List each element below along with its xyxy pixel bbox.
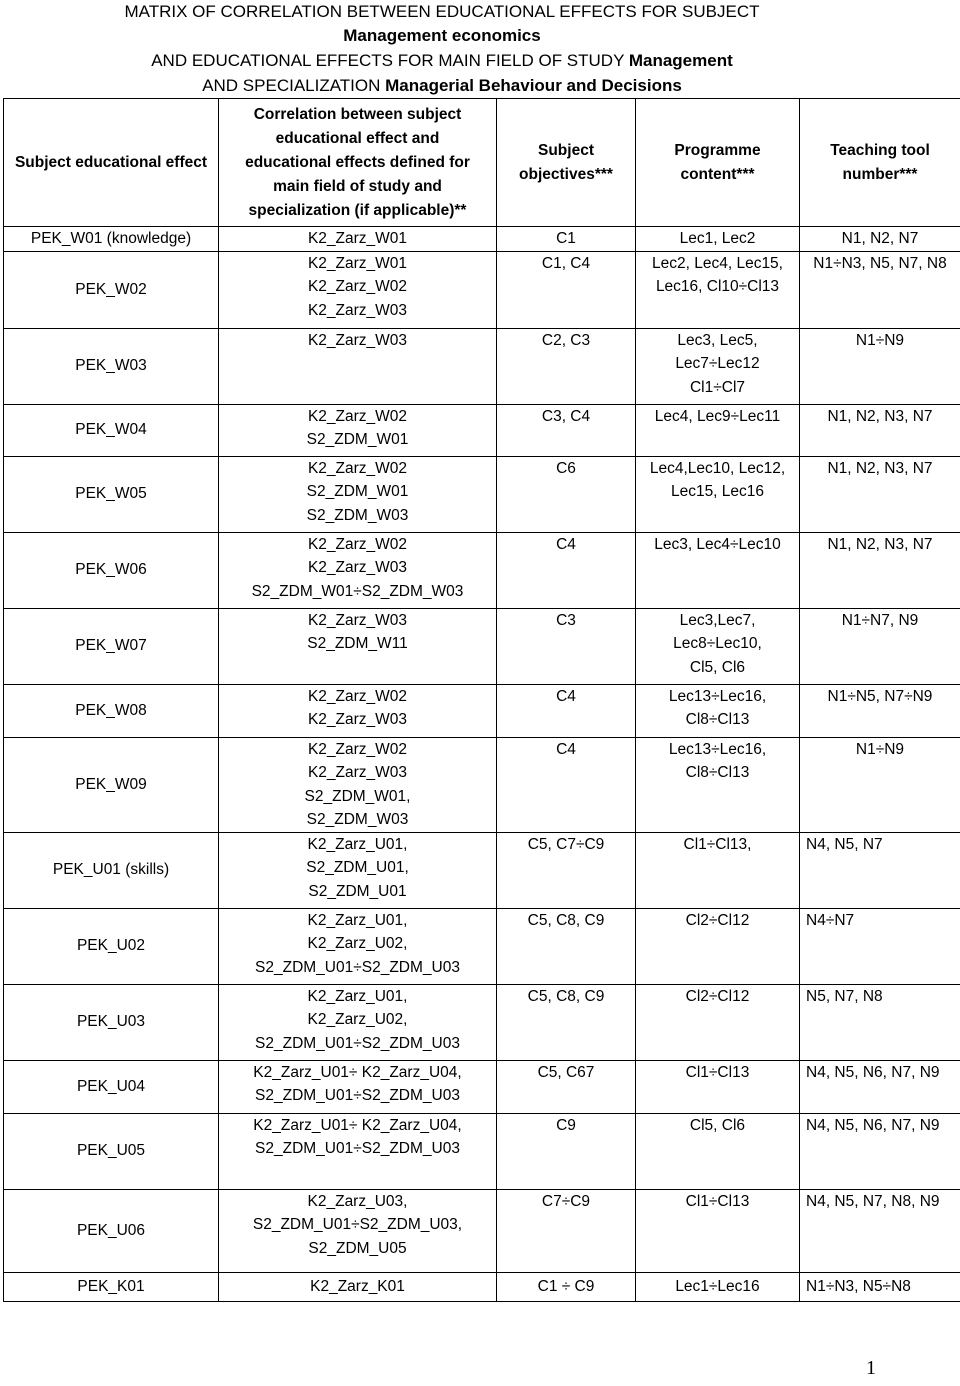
cell-programme-content-line: Cl8÷Cl13 — [685, 711, 750, 728]
cell-objectives — [497, 1060, 636, 1113]
cell-correlation-line: S2_ZDM_U01÷S2_ZDM_U03, — [252, 1216, 463, 1233]
cell-programme-content-line: Lec7÷Lec12 — [675, 355, 760, 372]
title-line-1: MATRIX OF CORRELATION BETWEEN EDUCATIONAL EFFECTS FOR SUBJECT — [124, 2, 760, 21]
cell-programme-content — [636, 684, 800, 737]
cell-programme-content-line: Lec13÷Lec16, — [668, 740, 767, 758]
cell-objectives — [497, 1113, 636, 1189]
cell-objectives-line: C3, C4 — [541, 407, 591, 425]
cell-programme-content-line: Cl8÷Cl13 — [685, 764, 750, 781]
cell-programme-content-line: Cl1÷Cl13, — [683, 835, 752, 853]
cell-programme-content — [636, 328, 800, 404]
cell-teaching-tool-line: N5, N7, N8 — [806, 987, 883, 1005]
table-row — [4, 456, 960, 532]
effect-code: PEK_W06 — [75, 561, 147, 579]
cell-correlation-line: K2_Zarz_U01÷ K2_Zarz_U04, — [253, 1063, 462, 1081]
title-line-3: AND EDUCATIONAL EFFECTS FOR MAIN FIELD OF STUDY Management — [151, 51, 733, 70]
cell-objectives — [497, 1189, 636, 1272]
cell-objectives-line: C9 — [556, 1116, 576, 1134]
table-row — [4, 608, 960, 684]
cell-correlation-line: K2_Zarz_W02 — [307, 278, 408, 295]
cell-objectives-line: C3 — [556, 611, 576, 629]
cell-objectives-line: C2, C3 — [541, 331, 591, 349]
cell-correlation — [219, 251, 497, 328]
cell-correlation-line: K2_Zarz_W03 — [307, 301, 408, 319]
table-row — [4, 737, 960, 832]
cell-objectives — [497, 227, 636, 252]
effect-code: PEK_U04 — [76, 1077, 146, 1095]
cell-programme-content-line: Lec1, Lec2 — [679, 230, 756, 247]
cell-teaching-tool-line: N1÷N3, N5÷N8 — [806, 1277, 911, 1295]
cell-correlation-line: K2_Zarz_K01 — [310, 1277, 405, 1295]
cell-programme-content-line: Cl1÷Cl13 — [685, 1063, 750, 1081]
cell-objectives — [497, 251, 636, 328]
cell-correlation-line: S2_ZDM_U01 — [308, 882, 407, 900]
cell-subject-effect — [4, 1189, 219, 1272]
cell-correlation-line: K2_Zarz_W02 — [307, 407, 408, 425]
cell-programme-content-line: Cl2÷Cl12 — [685, 987, 750, 1005]
cell-correlation-line: K2_Zarz_W01 — [307, 230, 408, 247]
cell-objectives-line: C4 — [556, 535, 576, 553]
cell-teaching-tool-line: N4, N5, N7 — [806, 835, 883, 853]
table-row — [4, 328, 960, 404]
cell-subject-effect — [4, 1272, 219, 1301]
cell-objectives — [497, 1272, 636, 1301]
header-teaching-tool: Teaching tool number*** — [800, 99, 960, 227]
cell-correlation — [219, 404, 497, 456]
cell-subject-effect — [4, 456, 219, 532]
cell-correlation — [219, 608, 497, 684]
cell-teaching-tool — [800, 251, 960, 328]
cell-subject-effect — [4, 984, 219, 1060]
cell-correlation-line: K2_Zarz_U03, — [307, 1192, 408, 1210]
cell-teaching-tool-line: N1, N2, N3, N7 — [827, 535, 933, 553]
cell-correlation — [219, 227, 497, 252]
cell-programme-content-line: Lec16, Cl10÷Cl13 — [655, 278, 780, 295]
cell-teaching-tool — [800, 1060, 960, 1113]
cell-programme-content — [636, 404, 800, 456]
cell-teaching-tool — [800, 1113, 960, 1189]
cell-programme-content — [636, 1189, 800, 1272]
cell-correlation — [219, 1272, 497, 1301]
cell-teaching-tool-line: N4÷N7 — [806, 911, 855, 929]
cell-correlation-line: K2_Zarz_W03 — [307, 559, 408, 576]
cell-correlation-line: S2_ZDM_W01 — [306, 483, 409, 500]
cell-subject-effect — [4, 608, 219, 684]
table-row — [4, 532, 960, 608]
cell-programme-content — [636, 1113, 800, 1189]
cell-correlation — [219, 328, 497, 404]
effect-code: PEK_W07 — [75, 637, 147, 655]
effect-code: PEK_K01 — [77, 1277, 145, 1295]
cell-teaching-tool — [800, 608, 960, 684]
cell-objectives-line: C6 — [556, 459, 576, 477]
cell-teaching-tool — [800, 1272, 960, 1301]
cell-teaching-tool — [800, 908, 960, 984]
cell-teaching-tool — [800, 328, 960, 404]
table-row — [4, 1113, 960, 1189]
cell-objectives — [497, 532, 636, 608]
header-programme-content: Programme content*** — [636, 99, 800, 227]
cell-correlation — [219, 832, 497, 908]
effect-code: PEK_W03 — [75, 357, 147, 375]
cell-correlation — [219, 1113, 497, 1189]
cell-subject-effect — [4, 251, 219, 328]
matrix-body — [4, 227, 960, 1302]
cell-teaching-tool — [800, 456, 960, 532]
cell-teaching-tool-line: N1, N2, N7 — [841, 230, 919, 247]
cell-subject-effect — [4, 328, 219, 404]
correlation-matrix-table — [3, 98, 960, 1302]
cell-objectives — [497, 984, 636, 1060]
title-line-4: AND SPECIALIZATION Managerial Behaviour and Decisions — [202, 76, 682, 95]
cell-correlation — [219, 1060, 497, 1113]
cell-programme-content-line: Lec3, Lec5, — [677, 331, 758, 349]
cell-teaching-tool-line: N1÷N7, N9 — [841, 611, 919, 629]
cell-correlation-line: S2_ZDM_U01÷S2_ZDM_U03 — [255, 1034, 460, 1052]
cell-subject-effect — [4, 684, 219, 737]
cell-teaching-tool — [800, 684, 960, 737]
effect-code: PEK_U02 — [76, 937, 146, 955]
cell-teaching-tool-line: N1÷N3, N5, N7, N8 — [813, 254, 947, 272]
effect-code: PEK_W08 — [75, 701, 147, 719]
cell-objectives — [497, 737, 636, 832]
cell-correlation — [219, 737, 497, 832]
table-row — [4, 908, 960, 984]
effect-code: PEK_W01 (knowledge) — [30, 230, 192, 247]
effect-code: PEK_W05 — [75, 485, 147, 503]
cell-programme-content — [636, 532, 800, 608]
cell-objectives — [497, 608, 636, 684]
cell-subject-effect — [4, 1113, 219, 1189]
cell-correlation-line: K2_Zarz_U01, — [307, 835, 408, 853]
cell-objectives — [497, 684, 636, 737]
cell-subject-effect — [4, 832, 219, 908]
cell-subject-effect — [4, 1060, 219, 1113]
cell-teaching-tool — [800, 1189, 960, 1272]
cell-programme-content-line: Lec15, Lec16 — [670, 483, 765, 500]
header-subject-effect: Subject educational effect — [4, 99, 219, 227]
cell-teaching-tool-line: N1÷N9 — [855, 331, 905, 349]
cell-correlation-line: S2_ZDM_W03 — [306, 811, 409, 828]
table-row — [4, 1189, 960, 1272]
page-number: 1 — [866, 1357, 876, 1379]
cell-correlation — [219, 1189, 497, 1272]
title-subject-name: Management economics — [343, 26, 541, 45]
cell-teaching-tool-line: N1, N2, N3, N7 — [827, 459, 933, 477]
cell-correlation-line: S2_ZDM_U01÷S2_ZDM_U03 — [255, 958, 460, 976]
cell-correlation-line: K2_Zarz_W03 — [307, 331, 408, 349]
cell-subject-effect — [4, 908, 219, 984]
cell-correlation — [219, 456, 497, 532]
cell-correlation — [219, 908, 497, 984]
cell-correlation-line: S2_ZDM_W11 — [307, 635, 408, 652]
cell-programme-content-line: Cl1÷Cl13 — [685, 1192, 750, 1210]
cell-teaching-tool-line: N4, N5, N6, N7, N9 — [806, 1116, 940, 1134]
cell-programme-content-line: Lec13÷Lec16, — [668, 687, 767, 705]
cell-programme-content-line: Lec3, Lec4÷Lec10 — [654, 535, 781, 553]
cell-programme-content — [636, 908, 800, 984]
effect-code: PEK_W09 — [75, 775, 147, 793]
cell-correlation-line: K2_Zarz_W02 — [307, 535, 408, 553]
header-correlation: Correlation between subject educational effect and educational effects defined for main field of study and specialization (if applicable)** — [219, 99, 497, 227]
effect-code: PEK_W02 — [75, 280, 147, 298]
effect-code: PEK_U03 — [76, 1013, 146, 1031]
cell-teaching-tool — [800, 737, 960, 832]
cell-teaching-tool — [800, 227, 960, 252]
cell-objectives-line: C5, C7÷C9 — [527, 835, 605, 853]
cell-programme-content — [636, 832, 800, 908]
table-row — [4, 227, 960, 252]
cell-correlation-line: S2_ZDM_U01÷S2_ZDM_U03 — [255, 1087, 460, 1104]
cell-objectives-line: C5, C8, C9 — [527, 987, 605, 1005]
cell-programme-content-line: Cl5, Cl6 — [689, 658, 746, 676]
cell-programme-content-line: Cl2÷Cl12 — [685, 911, 750, 929]
cell-correlation — [219, 984, 497, 1060]
cell-objectives — [497, 404, 636, 456]
cell-teaching-tool — [800, 532, 960, 608]
cell-subject-effect — [4, 404, 219, 456]
cell-objectives — [497, 328, 636, 404]
cell-subject-effect — [4, 227, 219, 252]
cell-correlation-line: K2_Zarz_U01, — [307, 911, 408, 929]
table-row — [4, 684, 960, 737]
table-row — [4, 404, 960, 456]
cell-correlation-line: K2_Zarz_U02, — [307, 935, 408, 952]
cell-correlation-line: S2_ZDM_U05 — [308, 1239, 407, 1257]
cell-programme-content — [636, 608, 800, 684]
table-row — [4, 832, 960, 908]
cell-teaching-tool-line: N1, N2, N3, N7 — [827, 407, 933, 425]
cell-programme-content-line: Cl5, Cl6 — [689, 1116, 746, 1134]
cell-teaching-tool-line: N4, N5, N6, N7, N9 — [806, 1063, 940, 1081]
cell-correlation-line: K2_Zarz_U01÷ K2_Zarz_U04, — [253, 1116, 462, 1134]
cell-correlation-line: K2_Zarz_W03 — [307, 764, 408, 781]
cell-correlation-line: S2_ZDM_W01, — [304, 787, 411, 805]
cell-teaching-tool-line: N1÷N9 — [855, 740, 905, 758]
cell-correlation-line: S2_ZDM_W03 — [306, 506, 409, 524]
cell-programme-content — [636, 227, 800, 252]
cell-programme-content-line: Lec4,Lec10, Lec12, — [649, 459, 786, 477]
table-row — [4, 1060, 960, 1113]
effect-code: PEK_W04 — [75, 421, 147, 439]
table-row — [4, 1272, 960, 1301]
cell-teaching-tool — [800, 832, 960, 908]
cell-correlation-line: K2_Zarz_W01 — [307, 254, 408, 272]
cell-teaching-tool — [800, 404, 960, 456]
cell-teaching-tool-line: N4, N5, N7, N8, N9 — [806, 1192, 940, 1210]
cell-programme-content-line: Cl1÷Cl7 — [689, 378, 746, 396]
cell-correlation — [219, 684, 497, 737]
cell-objectives-line: C5, C67 — [537, 1063, 595, 1081]
cell-objectives-line: C4 — [556, 740, 576, 758]
cell-correlation-line: K2_Zarz_U01, — [307, 987, 408, 1005]
cell-programme-content — [636, 737, 800, 832]
cell-subject-effect — [4, 532, 219, 608]
cell-objectives — [497, 908, 636, 984]
cell-programme-content-line: Lec4, Lec9÷Lec11 — [654, 407, 781, 425]
cell-correlation-line: K2_Zarz_W02 — [307, 687, 408, 705]
cell-correlation-line: K2_Zarz_W02 — [307, 459, 408, 477]
cell-objectives — [497, 832, 636, 908]
cell-programme-content-line: Lec2, Lec4, Lec15, — [652, 254, 783, 272]
cell-objectives-line: C1 ÷ C9 — [537, 1277, 595, 1295]
cell-correlation-line: K2_Zarz_W02 — [307, 740, 408, 758]
cell-programme-content — [636, 1060, 800, 1113]
cell-correlation-line: S2_ZDM_W01÷S2_ZDM_W03 — [251, 582, 464, 600]
cell-objectives-line: C1 — [556, 230, 576, 247]
effect-code: PEK_U06 — [76, 1221, 146, 1239]
cell-correlation-line: K2_Zarz_W03 — [307, 711, 408, 728]
cell-programme-content-line: Lec3,Lec7, — [679, 611, 756, 629]
cell-programme-content — [636, 984, 800, 1060]
cell-correlation — [219, 532, 497, 608]
cell-programme-content-line: Lec1÷Lec16 — [675, 1277, 760, 1295]
cell-programme-content-line: Lec8÷Lec10, — [673, 635, 762, 652]
cell-correlation-line: K2_Zarz_W03 — [307, 611, 408, 629]
cell-correlation-line: S2_ZDM_U01÷S2_ZDM_U03 — [255, 1140, 460, 1157]
effect-code: PEK_U05 — [76, 1142, 146, 1160]
cell-objectives — [497, 456, 636, 532]
cell-programme-content — [636, 1272, 800, 1301]
cell-teaching-tool-line: N1÷N5, N7÷N9 — [827, 687, 933, 705]
cell-objectives-line: C4 — [556, 687, 576, 705]
cell-programme-content — [636, 251, 800, 328]
cell-teaching-tool — [800, 984, 960, 1060]
effect-code: PEK_U01 (skills) — [52, 861, 170, 879]
cell-objectives-line: C1, C4 — [541, 254, 591, 272]
cell-subject-effect — [4, 737, 219, 832]
cell-programme-content — [636, 456, 800, 532]
cell-objectives-line: C7÷C9 — [541, 1192, 591, 1210]
header-subject-objectives: Subject objectives*** — [497, 99, 636, 227]
table-row — [4, 251, 960, 328]
cell-correlation-line: S2_ZDM_W01 — [306, 431, 409, 448]
cell-correlation-line: K2_Zarz_U02, — [307, 1011, 408, 1028]
cell-correlation-line: S2_ZDM_U01, — [306, 859, 409, 876]
cell-objectives-line: C5, C8, C9 — [527, 911, 605, 929]
table-row — [4, 984, 960, 1060]
